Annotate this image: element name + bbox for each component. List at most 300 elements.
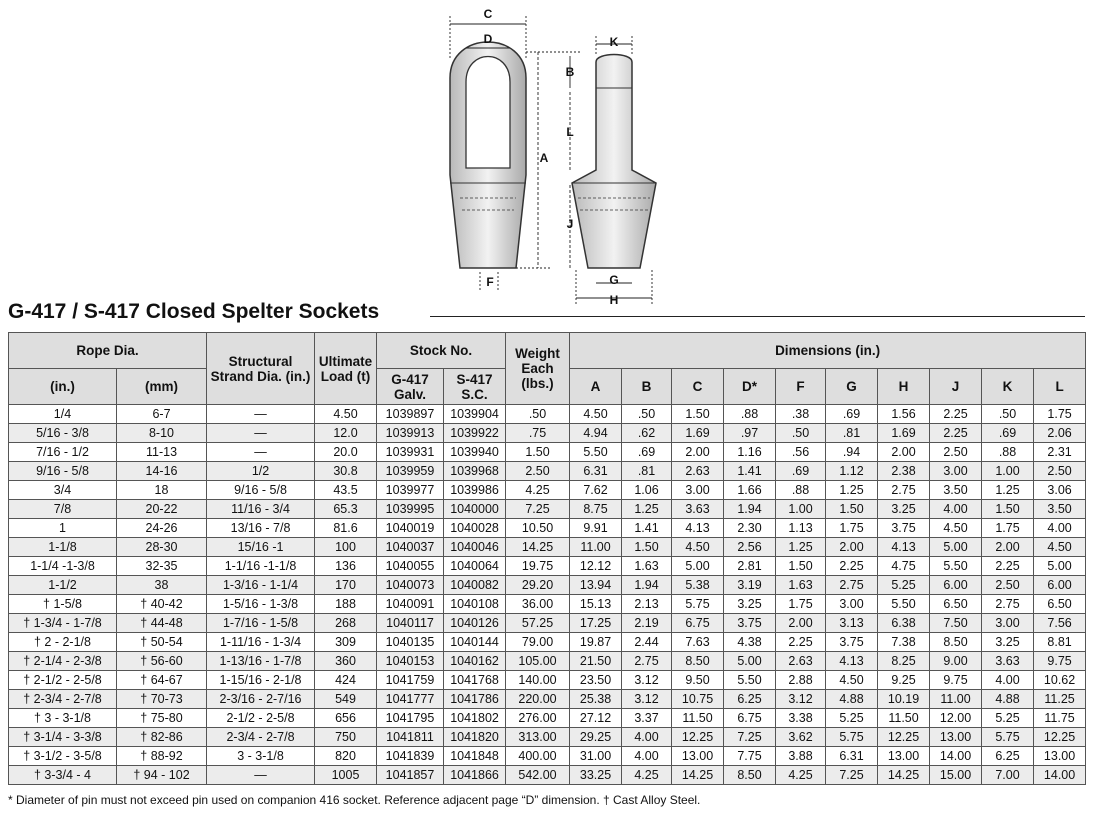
table-row [9, 443, 1086, 462]
table-cell: 1/4 [9, 405, 117, 424]
header-dim-k: K [982, 369, 1034, 405]
table-row [9, 405, 1086, 424]
table-cell: 10.50 [506, 519, 570, 538]
table-cell: .69 [826, 405, 878, 424]
table-cell: 268 [315, 614, 377, 633]
table-cell: 9.75 [1034, 652, 1086, 671]
table-cell: 24-26 [117, 519, 207, 538]
table-row [9, 709, 1086, 728]
table-cell: 2.30 [724, 519, 776, 538]
table-cell: 1 [9, 519, 117, 538]
header-dim-l: L [1034, 369, 1086, 405]
table-cell: 1-15/16 - 2-1/8 [207, 671, 315, 690]
table-cell: 5/16 - 3/8 [9, 424, 117, 443]
table-row [9, 500, 1086, 519]
table-cell: 1039922 [444, 424, 506, 443]
table-cell: 1041857 [377, 766, 444, 785]
table-cell: 2.25 [776, 633, 826, 652]
table-cell: 1041820 [444, 728, 506, 747]
table-cell: 2.00 [672, 443, 724, 462]
table-cell: 2.31 [1034, 443, 1086, 462]
table-cell: 8.81 [1034, 633, 1086, 652]
table-cell: 23.50 [570, 671, 622, 690]
table-cell: 1.66 [724, 481, 776, 500]
table-cell: 3.19 [724, 576, 776, 595]
table-cell: 1.16 [724, 443, 776, 462]
table-cell: 1040144 [444, 633, 506, 652]
table-cell: 1039940 [444, 443, 506, 462]
table-cell: † 1-5/8 [9, 595, 117, 614]
table-cell: 140.00 [506, 671, 570, 690]
table-cell: 6.50 [930, 595, 982, 614]
table-cell: 2-3/16 - 2-7/16 [207, 690, 315, 709]
table-cell: 2.50 [1034, 462, 1086, 481]
table-cell: 8.50 [672, 652, 724, 671]
table-cell: 11-13 [117, 443, 207, 462]
table-cell: † 56-60 [117, 652, 207, 671]
table-cell: 11.50 [878, 709, 930, 728]
table-cell: 136 [315, 557, 377, 576]
table-cell: † 82-86 [117, 728, 207, 747]
table-cell: 29.20 [506, 576, 570, 595]
table-cell: 2.06 [1034, 424, 1086, 443]
table-cell: 1040064 [444, 557, 506, 576]
table-cell: 1.75 [982, 519, 1034, 538]
table-cell: 5.75 [826, 728, 878, 747]
table-cell: 6.75 [724, 709, 776, 728]
spec-table-body [9, 405, 1086, 785]
table-cell: † 70-73 [117, 690, 207, 709]
table-cell: 1.50 [826, 500, 878, 519]
spec-table [8, 332, 1086, 785]
table-cell: 1.56 [878, 405, 930, 424]
table-cell: 3.12 [776, 690, 826, 709]
socket-diagram [420, 0, 680, 306]
table-cell: 1040108 [444, 595, 506, 614]
table-cell: 3.12 [622, 671, 672, 690]
table-cell: 13.00 [930, 728, 982, 747]
table-cell: 3 - 3-1/8 [207, 747, 315, 766]
header-dimensions: Dimensions (in.) [570, 333, 1086, 369]
table-cell: 3.38 [776, 709, 826, 728]
table-cell: 360 [315, 652, 377, 671]
table-cell: 14.25 [672, 766, 724, 785]
table-cell: 7.62 [570, 481, 622, 500]
table-cell: 3.75 [724, 614, 776, 633]
table-row [9, 728, 1086, 747]
dimension-label-k: K [609, 35, 619, 49]
table-cell: 4.13 [672, 519, 724, 538]
header-dim-f: F [776, 369, 826, 405]
table-cell: 79.00 [506, 633, 570, 652]
table-cell: 13/16 - 7/8 [207, 519, 315, 538]
table-cell: 4.00 [1034, 519, 1086, 538]
table-cell: 1040091 [377, 595, 444, 614]
table-cell: 1005 [315, 766, 377, 785]
table-cell: † 3-1/2 - 3-5/8 [9, 747, 117, 766]
table-cell: 14-16 [117, 462, 207, 481]
table-cell: 20-22 [117, 500, 207, 519]
table-cell: .50 [506, 405, 570, 424]
table-cell: 43.5 [315, 481, 377, 500]
table-cell: 4.00 [930, 500, 982, 519]
table-cell: 7/16 - 1/2 [9, 443, 117, 462]
table-row [9, 614, 1086, 633]
table-cell: 17.25 [570, 614, 622, 633]
table-cell: 29.25 [570, 728, 622, 747]
header-dim-b: B [622, 369, 672, 405]
table-cell: 36.00 [506, 595, 570, 614]
table-cell: 9.91 [570, 519, 622, 538]
table-cell: 1.75 [1034, 405, 1086, 424]
table-cell: 5.00 [1034, 557, 1086, 576]
table-cell: .88 [724, 405, 776, 424]
table-cell: 2.88 [776, 671, 826, 690]
table-cell: 19.75 [506, 557, 570, 576]
table-cell: 1.50 [622, 538, 672, 557]
table-cell: 1040082 [444, 576, 506, 595]
table-cell: 10.62 [1034, 671, 1086, 690]
table-cell: 12.00 [930, 709, 982, 728]
title-divider [430, 316, 1085, 317]
table-cell: 6.25 [724, 690, 776, 709]
table-cell: .62 [622, 424, 672, 443]
table-cell: 5.00 [724, 652, 776, 671]
table-cell: 1.41 [622, 519, 672, 538]
table-cell: 5.25 [878, 576, 930, 595]
table-cell: 2.38 [878, 462, 930, 481]
dimension-label-g: G [609, 273, 619, 287]
table-cell: 1-7/16 - 1-5/8 [207, 614, 315, 633]
table-cell: .97 [724, 424, 776, 443]
table-cell: 1.50 [672, 405, 724, 424]
table-cell: 1-1/4 -1-3/8 [9, 557, 117, 576]
table-cell: 7.00 [982, 766, 1034, 785]
table-cell: 1-1/8 [9, 538, 117, 557]
table-cell: 65.3 [315, 500, 377, 519]
table-cell: 11.50 [672, 709, 724, 728]
table-row [9, 690, 1086, 709]
table-cell: 5.25 [982, 709, 1034, 728]
header-s417: S-417 S.C. [444, 369, 506, 405]
header-structural-strand: Structural Strand Dia. (in.) [207, 333, 315, 405]
table-cell: 7/8 [9, 500, 117, 519]
table-cell: 188 [315, 595, 377, 614]
table-cell: † 94 - 102 [117, 766, 207, 785]
table-cell: 2.00 [826, 538, 878, 557]
table-cell: 2.75 [878, 481, 930, 500]
table-cell: 2.81 [724, 557, 776, 576]
header-dim-j: J [930, 369, 982, 405]
table-cell: 9.75 [930, 671, 982, 690]
dimension-label-b: B [565, 65, 575, 79]
table-cell: 424 [315, 671, 377, 690]
table-cell: 5.50 [930, 557, 982, 576]
table-cell: 6.25 [982, 747, 1034, 766]
header-dim-d: D* [724, 369, 776, 405]
table-cell: 1039995 [377, 500, 444, 519]
table-cell: .69 [776, 462, 826, 481]
table-cell: .50 [622, 405, 672, 424]
table-cell: † 3-1/4 - 3-3/8 [9, 728, 117, 747]
table-cell: .81 [622, 462, 672, 481]
table-cell: 32-35 [117, 557, 207, 576]
table-cell: 656 [315, 709, 377, 728]
table-cell: 6.38 [878, 614, 930, 633]
table-cell: 13.94 [570, 576, 622, 595]
table-cell: 2.00 [982, 538, 1034, 557]
table-cell: 1-13/16 - 1-7/8 [207, 652, 315, 671]
table-cell: 5.50 [724, 671, 776, 690]
table-cell: 11.25 [1034, 690, 1086, 709]
table-cell: .75 [506, 424, 570, 443]
table-cell: 750 [315, 728, 377, 747]
table-cell: 10.19 [878, 690, 930, 709]
table-cell: 1040055 [377, 557, 444, 576]
table-cell: 8.75 [570, 500, 622, 519]
table-cell: 15/16 -1 [207, 538, 315, 557]
table-cell: 2.13 [622, 595, 672, 614]
table-cell: 15.00 [930, 766, 982, 785]
table-cell: 1-1/16 -1-1/8 [207, 557, 315, 576]
table-cell: 820 [315, 747, 377, 766]
table-row [9, 462, 1086, 481]
table-cell: † 3-3/4 - 4 [9, 766, 117, 785]
dimension-label-l: L [566, 125, 574, 139]
table-cell: 542.00 [506, 766, 570, 785]
table-cell: 8.50 [930, 633, 982, 652]
table-cell: 7.25 [506, 500, 570, 519]
table-cell: 3.63 [982, 652, 1034, 671]
table-cell: 1041795 [377, 709, 444, 728]
table-cell: 21.50 [570, 652, 622, 671]
table-cell: 170 [315, 576, 377, 595]
table-cell: 1041866 [444, 766, 506, 785]
table-cell: 4.13 [878, 538, 930, 557]
table-cell: 1040000 [444, 500, 506, 519]
table-row [9, 424, 1086, 443]
table-cell: 5.00 [930, 538, 982, 557]
table-cell: 11.00 [930, 690, 982, 709]
table-cell: 7.56 [1034, 614, 1086, 633]
table-cell: 1039977 [377, 481, 444, 500]
table-cell: 100 [315, 538, 377, 557]
table-cell: † 44-48 [117, 614, 207, 633]
table-cell: 2.25 [930, 405, 982, 424]
dimension-label-a: A [539, 151, 549, 165]
table-cell: † 2 - 2-1/8 [9, 633, 117, 652]
table-cell: 4.00 [622, 747, 672, 766]
table-cell: 1.50 [506, 443, 570, 462]
table-cell: 1.25 [622, 500, 672, 519]
table-cell: † 2-3/4 - 2-7/8 [9, 690, 117, 709]
table-cell: 2.00 [878, 443, 930, 462]
table-cell: 1-11/16 - 1-3/4 [207, 633, 315, 652]
header-rope-mm: (mm) [117, 369, 207, 405]
table-cell: 12.25 [672, 728, 724, 747]
table-row [9, 595, 1086, 614]
table-cell: .88 [982, 443, 1034, 462]
table-cell: 5.00 [672, 557, 724, 576]
table-cell: 4.25 [622, 766, 672, 785]
table-cell: 4.25 [776, 766, 826, 785]
table-cell: 1040117 [377, 614, 444, 633]
table-cell: 12.25 [1034, 728, 1086, 747]
table-cell: 9.50 [672, 671, 724, 690]
table-cell: 3.00 [930, 462, 982, 481]
table-cell: 3.25 [982, 633, 1034, 652]
table-cell: 3.88 [776, 747, 826, 766]
table-cell: .50 [776, 424, 826, 443]
table-cell: 3.50 [1034, 500, 1086, 519]
table-cell: 19.87 [570, 633, 622, 652]
table-cell: 1.00 [776, 500, 826, 519]
table-cell: 5.25 [826, 709, 878, 728]
table-cell: 6.31 [570, 462, 622, 481]
table-cell: 1.50 [776, 557, 826, 576]
table-cell: 1.06 [622, 481, 672, 500]
table-cell: 4.88 [982, 690, 1034, 709]
table-cell: 1040028 [444, 519, 506, 538]
table-cell: 1.63 [622, 557, 672, 576]
table-cell: 27.12 [570, 709, 622, 728]
table-cell: 1.12 [826, 462, 878, 481]
table-cell: 4.75 [878, 557, 930, 576]
table-cell: 1040135 [377, 633, 444, 652]
table-cell: 8-10 [117, 424, 207, 443]
table-cell: .56 [776, 443, 826, 462]
table-row [9, 576, 1086, 595]
table-cell: 4.50 [930, 519, 982, 538]
table-cell: 1041777 [377, 690, 444, 709]
table-cell: 2.75 [982, 595, 1034, 614]
table-cell: † 40-42 [117, 595, 207, 614]
table-cell: 1-5/16 - 1-3/8 [207, 595, 315, 614]
table-cell: .69 [982, 424, 1034, 443]
table-cell: 4.25 [506, 481, 570, 500]
table-cell: 3.06 [1034, 481, 1086, 500]
table-cell: 105.00 [506, 652, 570, 671]
table-cell: † 64-67 [117, 671, 207, 690]
table-cell: 4.88 [826, 690, 878, 709]
table-cell: 3.13 [826, 614, 878, 633]
table-cell: 4.13 [826, 652, 878, 671]
table-cell: 10.75 [672, 690, 724, 709]
table-cell: 1039897 [377, 405, 444, 424]
table-cell: 1041786 [444, 690, 506, 709]
table-cell: 11.00 [570, 538, 622, 557]
table-cell: — [207, 405, 315, 424]
table-cell: 5.75 [672, 595, 724, 614]
header-dim-g: G [826, 369, 878, 405]
table-cell: 1.50 [982, 500, 1034, 519]
table-cell: 1.41 [724, 462, 776, 481]
table-cell: † 1-3/4 - 1-7/8 [9, 614, 117, 633]
table-cell: 3.75 [878, 519, 930, 538]
table-cell: 3.00 [826, 595, 878, 614]
table-cell: 276.00 [506, 709, 570, 728]
table-cell: 1-1/2 [9, 576, 117, 595]
table-row [9, 538, 1086, 557]
table-cell: 5.50 [878, 595, 930, 614]
table-cell: 13.00 [878, 747, 930, 766]
table-row [9, 747, 1086, 766]
table-cell: † 50-54 [117, 633, 207, 652]
table-cell: 313.00 [506, 728, 570, 747]
table-cell: .94 [826, 443, 878, 462]
table-cell: 1039986 [444, 481, 506, 500]
table-row [9, 652, 1086, 671]
table-cell: 4.94 [570, 424, 622, 443]
table-cell: 5.50 [570, 443, 622, 462]
table-cell: 3.37 [622, 709, 672, 728]
table-cell: 1041802 [444, 709, 506, 728]
table-cell: 30.8 [315, 462, 377, 481]
table-cell: 2.63 [776, 652, 826, 671]
table-cell: 1041811 [377, 728, 444, 747]
table-cell: 309 [315, 633, 377, 652]
table-cell: 6.00 [930, 576, 982, 595]
table-cell: 14.25 [878, 766, 930, 785]
page-title: G-417 / S-417 Closed Spelter Sockets [8, 300, 380, 323]
table-cell: 12.25 [878, 728, 930, 747]
table-cell: 33.25 [570, 766, 622, 785]
table-cell: 2.19 [622, 614, 672, 633]
table-cell: 2.75 [622, 652, 672, 671]
header-stock-no: Stock No. [377, 333, 506, 369]
table-cell: 1040126 [444, 614, 506, 633]
table-cell: 9.25 [878, 671, 930, 690]
table-cell: — [207, 766, 315, 785]
table-cell: 400.00 [506, 747, 570, 766]
table-cell: 20.0 [315, 443, 377, 462]
table-cell: 1.75 [826, 519, 878, 538]
table-cell: 4.50 [672, 538, 724, 557]
table-cell: 1.63 [776, 576, 826, 595]
table-cell: 31.00 [570, 747, 622, 766]
table-cell: 1.94 [724, 500, 776, 519]
table-cell: 2.44 [622, 633, 672, 652]
table-cell: 4.50 [570, 405, 622, 424]
table-cell: 7.25 [826, 766, 878, 785]
table-cell: 7.25 [724, 728, 776, 747]
table-cell: 57.25 [506, 614, 570, 633]
table-cell: 1039904 [444, 405, 506, 424]
table-cell: 1.69 [878, 424, 930, 443]
table-cell: 1041768 [444, 671, 506, 690]
header-weight: Weight Each (lbs.) [506, 333, 570, 405]
table-cell: 2-1/2 - 2-5/8 [207, 709, 315, 728]
table-cell: 6.75 [672, 614, 724, 633]
header-g417: G-417 Galv. [377, 369, 444, 405]
table-row [9, 671, 1086, 690]
table-cell: 7.38 [878, 633, 930, 652]
table-cell: 2-3/4 - 2-7/8 [207, 728, 315, 747]
table-cell: 3.25 [878, 500, 930, 519]
table-cell: 1039968 [444, 462, 506, 481]
table-cell: 3/4 [9, 481, 117, 500]
table-cell: 6.31 [826, 747, 878, 766]
table-cell: 81.6 [315, 519, 377, 538]
table-cell: 7.50 [930, 614, 982, 633]
table-cell: 11/16 - 3/4 [207, 500, 315, 519]
table-cell: 9/16 - 5/8 [9, 462, 117, 481]
table-cell: 549 [315, 690, 377, 709]
table-cell: 2.50 [982, 576, 1034, 595]
table-cell: 3.75 [826, 633, 878, 652]
table-cell: 38 [117, 576, 207, 595]
table-cell: † 3 - 3-1/8 [9, 709, 117, 728]
